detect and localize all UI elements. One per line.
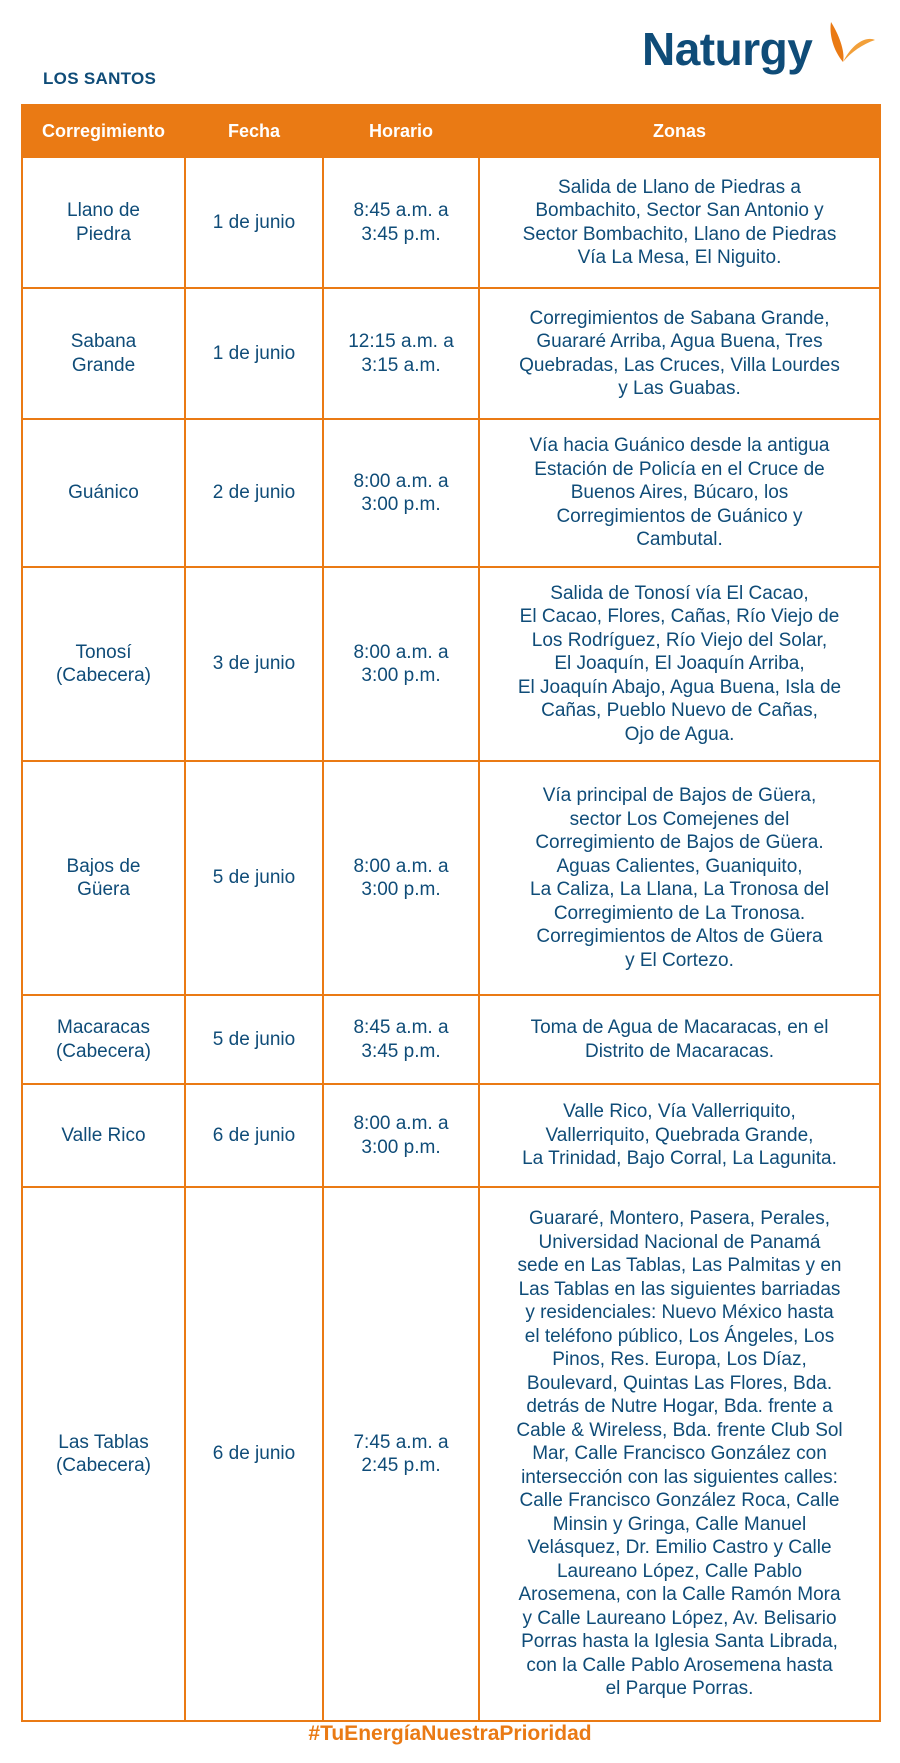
- fecha-cell: 6 de junio: [185, 1084, 323, 1187]
- table-header-row: [22, 105, 880, 157]
- zonas-cell: Valle Rico, Vía Vallerriquito, Vallerriquito, Quebrada Grande, La Trinidad, Bajo Corral, La Lagunita.: [479, 1084, 880, 1187]
- zonas-cell: Salida de Llano de Piedras a Bombachito, Sector San Antonio y Sector Bombachito, Llano de Piedras Vía La Mesa, El Niguito.: [479, 157, 880, 288]
- column-header-horario: Horario: [323, 105, 479, 157]
- table-row: [22, 157, 880, 288]
- fecha-cell: 5 de junio: [185, 995, 323, 1084]
- naturgy-logo: [642, 16, 882, 86]
- zonas-cell: Vía principal de Bajos de Güera, sector Los Comejenes del Corregimiento de Bajos de Güera. Aguas Calientes, Guaniquito, La Caliza, La Llana, La Tronosa del Corregimiento de La Tronosa. Corregimientos de Altos de Güera y El Cortezo.: [479, 761, 880, 995]
- zonas-cell: Corregimientos de Sabana Grande, Guararé Arriba, Agua Buena, Tres Quebradas, Las Cruces, Villa Lourdes y Las Guabas.: [479, 288, 880, 419]
- region-title: LOS SANTOS: [43, 69, 157, 88]
- zonas-cell: Vía hacia Guánico desde la antigua Estación de Policía en el Cruce de Buenos Aires, Búcaro, los Corregimientos de Guánico y Cambutal.: [479, 419, 880, 567]
- corregimiento-cell: Macaracas (Cabecera): [22, 995, 185, 1084]
- table-row: [22, 288, 880, 419]
- fecha-cell: 3 de junio: [185, 567, 323, 761]
- header: [0, 0, 900, 104]
- zonas-cell: Salida de Tonosí vía El Cacao, El Cacao, Flores, Cañas, Río Viejo de Los Rodríguez, Río Viejo del Solar, El Joaquín, El Joaquín Arriba, El Joaquín Abajo, Agua Buena, Isla de Cañas, Pueblo Nuevo de Cañas, Ojo de Agua.: [479, 567, 880, 761]
- zonas-cell: Guararé, Montero, Pasera, Perales, Universidad Nacional de Panamá sede en Las Tablas, Las Palmitas y en Las Tablas en las siguientes barriadas y residenciales: Nuevo México hasta el teléfono público, Los Ángeles, Los Pinos, Res. Europa, Los Díaz, Boulevard, Quintas Las Flores, Bda. detrás de Nutre Hogar, Bda. frente a Cable & Wireless, Bda. frente Club Sol Mar, Calle Francisco González con intersección con las siguientes calles: Calle Francisco González Roca, Calle Minsin y Gringa, Calle Manuel Velásquez, Dr. Emilio Castro y Calle Laureano López, Calle Pablo Arosemena, con la Calle Ramón Mora y Calle Laureano López, Av. Belisario Porras hasta la Iglesia Santa Librada, con la Calle Pablo Arosemena hasta el Parque Porras.: [479, 1187, 880, 1721]
- logo-wordmark: Naturgy: [642, 23, 813, 75]
- fecha-cell: 5 de junio: [185, 761, 323, 995]
- fecha-cell: 1 de junio: [185, 157, 323, 288]
- horario-cell: 8:00 a.m. a 3:00 p.m.: [323, 761, 479, 995]
- outage-schedule-table: [21, 104, 881, 1722]
- column-header-corregimiento: Corregimiento: [22, 105, 185, 157]
- column-header-fecha: Fecha: [185, 105, 323, 157]
- corregimiento-cell: Guánico: [22, 419, 185, 567]
- horario-cell: 8:00 a.m. a 3:00 p.m.: [323, 567, 479, 761]
- horario-cell: 8:45 a.m. a 3:45 p.m.: [323, 157, 479, 288]
- table-row: [22, 1084, 880, 1187]
- corregimiento-cell: Bajos de Güera: [22, 761, 185, 995]
- table-row: [22, 567, 880, 761]
- horario-cell: 8:45 a.m. a 3:45 p.m.: [323, 995, 479, 1084]
- horario-cell: 8:00 a.m. a 3:00 p.m.: [323, 1084, 479, 1187]
- horario-cell: 12:15 a.m. a 3:15 a.m.: [323, 288, 479, 419]
- column-header-zonas: Zonas: [479, 105, 880, 157]
- hashtag-footer: #TuEnergíaNuestraPrioridad: [308, 1722, 592, 1745]
- horario-cell: 7:45 a.m. a 2:45 p.m.: [323, 1187, 479, 1721]
- fecha-cell: 6 de junio: [185, 1187, 323, 1721]
- corregimiento-cell: Llano de Piedra: [22, 157, 185, 288]
- fecha-cell: 2 de junio: [185, 419, 323, 567]
- corregimiento-cell: Sabana Grande: [22, 288, 185, 419]
- corregimiento-cell: Valle Rico: [22, 1084, 185, 1187]
- table-row: [22, 1187, 880, 1721]
- table-row: [22, 419, 880, 567]
- zonas-cell: Toma de Agua de Macaracas, en el Distrito de Macaracas.: [479, 995, 880, 1084]
- butterfly-icon: [827, 20, 877, 70]
- fecha-cell: 1 de junio: [185, 288, 323, 419]
- table-row: [22, 995, 880, 1084]
- table-row: [22, 761, 880, 995]
- corregimiento-cell: Las Tablas (Cabecera): [22, 1187, 185, 1721]
- corregimiento-cell: Tonosí (Cabecera): [22, 567, 185, 761]
- horario-cell: 8:00 a.m. a 3:00 p.m.: [323, 419, 479, 567]
